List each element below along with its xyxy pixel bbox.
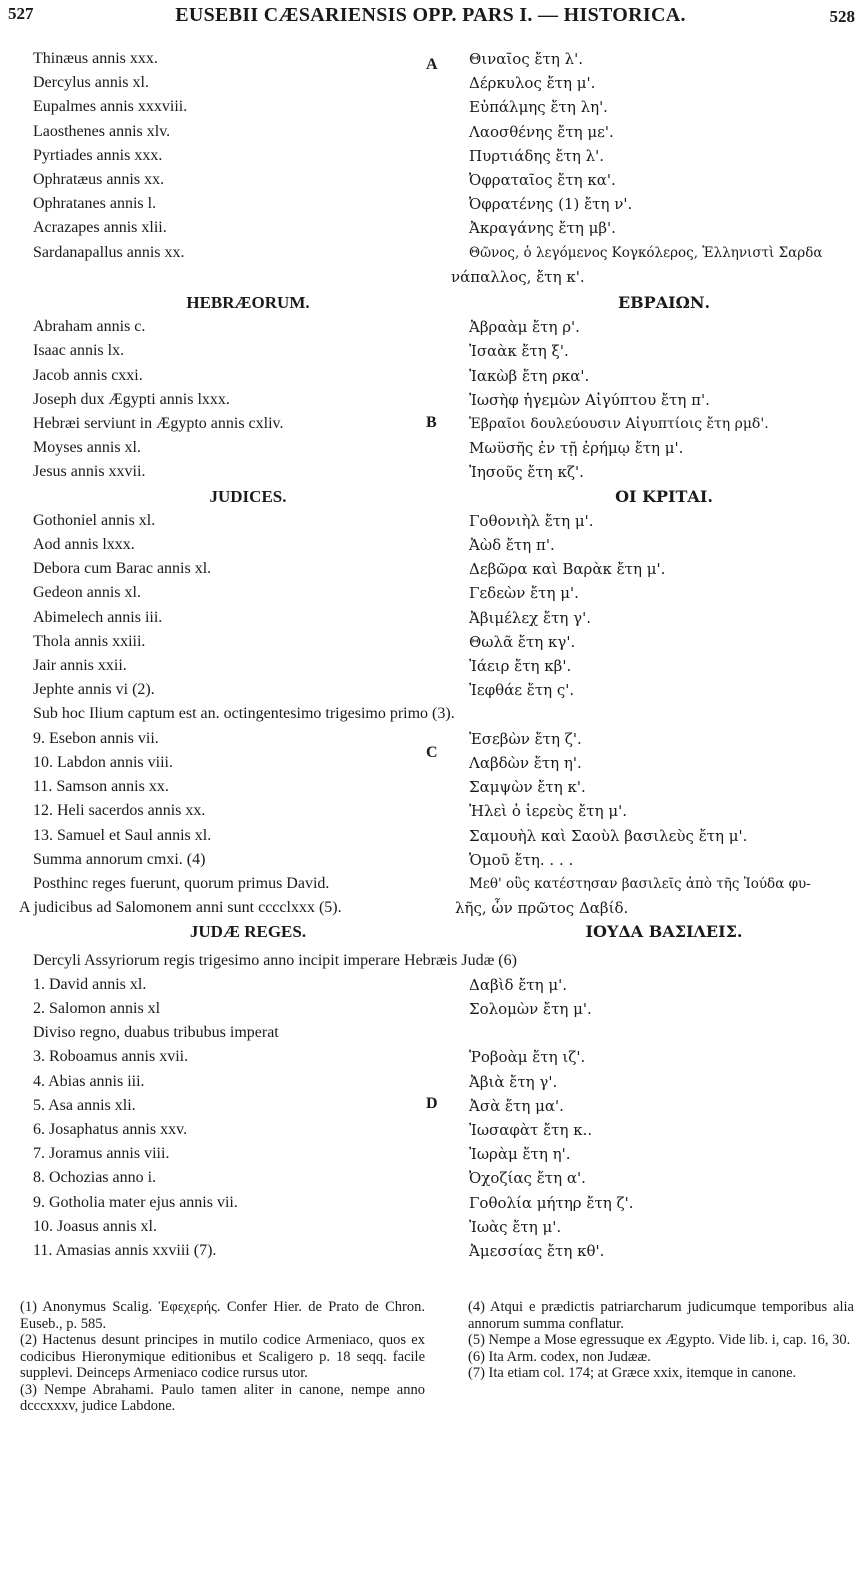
latin-line: Hebræi serviunt in Ægypto annis cxliv. bbox=[33, 415, 284, 433]
greek-line: Ἰσαὰκ ἔτη ξ'. bbox=[469, 342, 569, 361]
greek-line: Ὀφραταῖος ἔτη κα'. bbox=[469, 171, 616, 190]
greek-line: Ἀσὰ ἔτη μα'. bbox=[469, 1096, 564, 1115]
greek-line: Ἀὼδ ἔτη π'. bbox=[469, 536, 555, 555]
greek-line: Ὀφρατένης (1) ἔτη ν'. bbox=[469, 195, 633, 214]
latin-line: Gedeon annis xl. bbox=[33, 584, 141, 602]
latin-line: 11. Amasias annis xxviii (7). bbox=[33, 1241, 217, 1259]
latin-line: 12. Heli sacerdos annis xx. bbox=[33, 802, 206, 820]
latin-line: Aod annis lxxx. bbox=[33, 536, 135, 554]
latin-line: Debora cum Barac annis xl. bbox=[33, 560, 212, 578]
greek-line: Ἀβιὰ ἔτη γ'. bbox=[469, 1072, 558, 1091]
footnote-6: (6) Ita Arm. codex, non Judææ. bbox=[468, 1348, 651, 1365]
latin-line: Jair annis xxii. bbox=[33, 657, 127, 675]
latin-line: 10. Joasus annis xl. bbox=[33, 1217, 157, 1235]
latin-line: Jesus annis xxvii. bbox=[33, 463, 146, 481]
latin-line: 6. Josaphatus annis xxv. bbox=[33, 1120, 188, 1138]
greek-line: Ἀβιμέλεχ ἔτη γ'. bbox=[469, 608, 591, 627]
greek-line: Πυρτιάδης ἔτη λ'. bbox=[469, 146, 605, 165]
latin-line: Acrazapes annis xlii. bbox=[33, 219, 167, 237]
heading-hebraeorum-greek: ΕΒΡΑΙΩΝ. bbox=[617, 293, 711, 313]
latin-line: 1. David annis xl. bbox=[33, 975, 147, 993]
heading-reges-latin: JUDÆ REGES. bbox=[189, 922, 307, 942]
greek-line: λῆς, ὧν πρῶτος Δαβίδ. bbox=[455, 899, 629, 918]
latin-line: Jacob annis cxxi. bbox=[33, 366, 143, 384]
latin-line: 2. Salomon annis xl bbox=[33, 999, 161, 1017]
latin-line: Gothoniel annis xl. bbox=[33, 511, 156, 529]
latin-line: Isaac annis lx. bbox=[33, 342, 125, 360]
greek-line bbox=[469, 1021, 859, 1045]
latin-line: Abimelech annis iii. bbox=[33, 608, 163, 626]
greek-line: Ἀμεσσίας ἔτη κθ'. bbox=[469, 1241, 605, 1260]
greek-line: Γεδεὼν ἔτη μ'. bbox=[469, 584, 579, 603]
greek-line: Σαμουὴλ καὶ Σαοὺλ βασιλεὺς ἔτη μ'. bbox=[469, 826, 748, 845]
greek-line: Ἰησοῦς ἔτη κζ'. bbox=[469, 463, 584, 482]
greek-column bbox=[451, 47, 859, 1263]
ilium-line: Sub hoc Ilium captum est an. octingentesimo trigesimo primo (3). bbox=[33, 705, 455, 723]
latin-line: Ophratanes annis l. bbox=[33, 195, 157, 213]
greek-line: Μωϋσῆς ἐν τῇ ἐρήμῳ ἔτη μ'. bbox=[469, 439, 684, 458]
latin-line: Ophratæus annis xx. bbox=[33, 171, 165, 189]
latin-line: 13. Samuel et Saul annis xl. bbox=[33, 826, 212, 844]
latin-line: Moyses annis xl. bbox=[33, 439, 141, 457]
latin-line: 10. Labdon annis viii. bbox=[33, 753, 173, 771]
heading-judices-greek: ΟΙ ΚΡΙΤΑΙ. bbox=[615, 486, 713, 506]
latin-line: Posthinc reges fuerunt, quorum primus David. bbox=[33, 874, 330, 892]
greek-line: Ἐσεβὼν ἔτη ζ'. bbox=[469, 729, 582, 748]
latin-line: 4. Abias annis iii. bbox=[33, 1072, 145, 1090]
latin-line: 7. Joramus annis viii. bbox=[33, 1145, 170, 1163]
margin-letter-a: A bbox=[426, 56, 438, 73]
footnotes-right bbox=[468, 1299, 854, 1382]
margin-letter-d: D bbox=[426, 1095, 438, 1112]
greek-line: Δαβὶδ ἔτη μ'. bbox=[469, 975, 568, 994]
latin-line: Jephte annis vi (2). bbox=[33, 681, 155, 699]
latin-line: 5. Asa annis xli. bbox=[33, 1096, 136, 1114]
latin-line: Abraham annis c. bbox=[33, 318, 146, 336]
greek-line: Ἰάειρ ἔτη κβ'. bbox=[469, 657, 572, 676]
greek-line: νάπαλλος, ἔτη κ'. bbox=[451, 267, 585, 286]
margin-letter-b: B bbox=[426, 414, 437, 431]
greek-line: Ἀκραγάνης ἔτη μβ'. bbox=[469, 219, 616, 238]
greek-line: Ἰωσὴφ ἡγεμὼν Αἰγύπτου ἔτη π'. bbox=[469, 390, 710, 409]
latin-line: 8. Ochozias anno i. bbox=[33, 1169, 157, 1187]
greek-line: Δεβῶρα καὶ Βαρὰκ ἔτη μ'. bbox=[469, 560, 666, 579]
footnote-5: (5) Nempe a Mose egressuque ex Ægypto. Vide lib. i, cap. 16, 30. bbox=[468, 1332, 851, 1348]
footnotes-left bbox=[20, 1299, 425, 1415]
latin-line: Dercylus annis xl. bbox=[33, 74, 149, 92]
page-number-right: 528 bbox=[829, 7, 855, 26]
greek-line: Ἰωσαφὰτ ἔτη κ.. bbox=[469, 1120, 593, 1139]
heading-reges-greek: ΙΟΥΔΑ ΒΑΣΙΛΕΙΣ. bbox=[585, 922, 743, 942]
greek-line: Λαβδὼν ἔτη η'. bbox=[469, 753, 582, 772]
greek-line: Σολομὼν ἔτη μ'. bbox=[469, 999, 592, 1018]
greek-line: Ῥοβοὰμ ἔτη ιζ'. bbox=[469, 1048, 586, 1067]
greek-line: Μεθ' οὓς κατέστησαν βασιλεῖς ἀπὸ τῆς Ἰούδα φυ- bbox=[469, 875, 811, 892]
greek-line: Δέρκυλος ἔτη μ'. bbox=[469, 74, 596, 93]
greek-line: Θιναῖος ἔτη λ'. bbox=[469, 50, 584, 68]
greek-line: Θωλᾶ ἔτη κγ'. bbox=[469, 632, 576, 651]
greek-line: Γοθονιὴλ ἔτη μ'. bbox=[469, 511, 594, 530]
latin-line: Diviso regno, duabus tribubus imperat bbox=[33, 1024, 279, 1042]
greek-line: Ἠλεὶ ὁ ἱερεὺς ἔτη μ'. bbox=[469, 802, 627, 821]
footnote-2: (2) Hactenus desunt principes in mutilo codice Armeniaco, quos ex codicibus Hieronymique editionibus et Scaligero p. 18 seqq. facile supplevi. Deinceps Armeniaco codice rursus utor. bbox=[20, 1332, 425, 1381]
greek-line: Θῶνος, ὁ λεγόμενος Κογκόλερος, Ἑλληνιστὶ Σαρδα bbox=[469, 244, 823, 261]
greek-line: Λαοσθένης ἔτη με'. bbox=[469, 122, 614, 141]
dercyli-line: Dercyli Assyriorum regis trigesimo anno incipit imperare Hebræis Judæ (6) bbox=[33, 951, 517, 969]
latin-line: Sardanapallus annis xx. bbox=[33, 243, 185, 261]
margin-letter-c: C bbox=[426, 744, 438, 761]
heading-hebraeorum-latin: HEBRÆORUM. bbox=[186, 293, 310, 313]
greek-line: Γοθολία μήτηρ ἔτη ζ'. bbox=[469, 1193, 634, 1212]
latin-line: Thola annis xxiii. bbox=[33, 632, 146, 650]
footnote-1: (1) Anonymus Scalig. Ἐφεχερής. Confer Hier. de Prato de Chron. Euseb., p. 585. bbox=[20, 1299, 425, 1332]
latin-line: Pyrtiades annis xxx. bbox=[33, 146, 163, 164]
running-head: EUSEBII CÆSARIENSIS OPP. PARS I. — HISTORICA. bbox=[175, 4, 686, 26]
latin-line: Laosthenes annis xlv. bbox=[33, 122, 171, 140]
greek-line: Ἰακὼβ ἔτη ρκα'. bbox=[469, 366, 590, 385]
latin-line: 9. Esebon annis vii. bbox=[33, 729, 159, 747]
greek-line: Ἰωὰς ἔτη μ'. bbox=[469, 1217, 562, 1236]
latin-line: 3. Roboamus annis xvii. bbox=[33, 1048, 189, 1066]
greek-line: Εὐπάλμης ἔτη λη'. bbox=[469, 98, 608, 117]
greek-line: Ἑβραῖοι δουλεύουσιν Αἰγυπτίοις ἔτη ρμδ'. bbox=[469, 416, 769, 433]
footnote-4: (4) Atqui e prædictis patriarcharum judicumque temporibus alia annorum summa conflatur. bbox=[468, 1299, 854, 1332]
greek-line: Ἰεφθάε ἔτη ς'. bbox=[469, 681, 575, 700]
greek-line: Ὁμοῦ ἔτη. . . . bbox=[469, 850, 574, 869]
latin-line: Summa annorum cmxi. (4) bbox=[33, 850, 206, 868]
footnote-3: (3) Nempe Abrahami. Paulo tamen aliter in canone, nempe anno dcccxxxv, judice Labdone. bbox=[20, 1381, 425, 1414]
greek-line: Ὀχοζίας ἔτη α'. bbox=[469, 1169, 586, 1188]
greek-line: Ἀβραὰμ ἔτη ρ'. bbox=[469, 318, 580, 337]
latin-line: Thinæus annis xxx. bbox=[33, 50, 158, 67]
greek-line: Σαμψὼν ἔτη κ'. bbox=[469, 778, 586, 797]
latin-line: A judicibus ad Salomonem anni sunt cccclxxx (5). bbox=[19, 899, 342, 917]
greek-line: Ἰωρὰμ ἔτη η'. bbox=[469, 1145, 571, 1164]
latin-line: Eupalmes annis xxxviii. bbox=[33, 98, 188, 116]
latin-line: Joseph dux Ægypti annis lxxx. bbox=[33, 390, 230, 408]
heading-judices-latin: JUDICES. bbox=[209, 486, 287, 506]
page-number-left: 527 bbox=[8, 4, 34, 23]
footnote-7: (7) Ita etiam col. 174; at Græce xxix, itemque in canone. bbox=[468, 1365, 797, 1381]
latin-line: 9. Gotholia mater ejus annis vii. bbox=[33, 1193, 238, 1211]
latin-line: 11. Samson annis xx. bbox=[33, 778, 169, 796]
